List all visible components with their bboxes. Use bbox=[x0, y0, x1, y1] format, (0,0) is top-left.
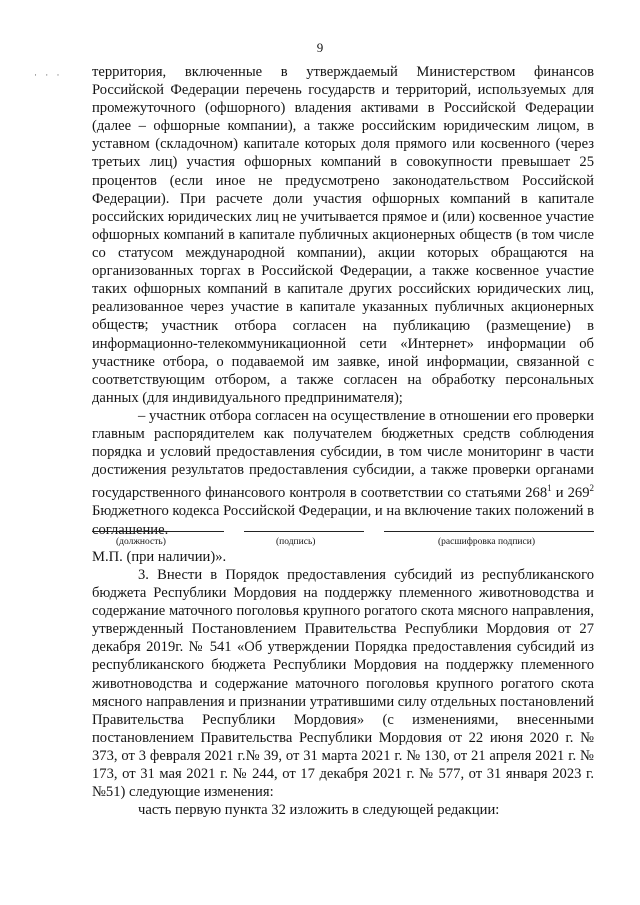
paragraph-amendment bbox=[92, 566, 594, 801]
paragraph-text: 3. Внести в Порядок предоставления субсидий из республиканского бюджета Республики Мордовия на поддержку племенного животноводства и содержание маточного поголовья крупного рогатого скота мясного направления, утвержденный Постановлением Правительства Республики Мордовия от 27 декабря 2019г. № 541 «Об утверждении Порядка предоставления субсидий из республиканского бюджета Республики Мордовия на поддержку племенного животноводства и содержание маточного поголовья крупного рогатого скота мясного направления и признании утратившими силу отдельных постановлений Правительства Республики Мордовия» (с изменениями, внесенными постановлением Правительства Республики Мордовия от 22 июня 2020 г. № 373, от 3 февраля 2021 г.№ 39, от 31 марта 2021 г. № 130, от 21 апреля 2021 г. № 173, от 31 мая 2021 г. № 244, от 17 декабря 2021 г. № 577, от 31 января 2023 г. №51) следующие изменения: bbox=[92, 567, 594, 801]
superscript: 1 bbox=[547, 483, 552, 494]
paragraph-text: – участник отбора согласен на публикацию (размещение) в информационно-телекоммуникационной сети «Интернет» информации об участнике отбора, о подаваемой им заявке, иной информации, связанной с соответствующим отбором, а также согласен на обработку персональных данных (для индивидуального предпринимателя); bbox=[92, 318, 594, 407]
paragraph-consent-publication bbox=[92, 317, 594, 407]
signature-line-position bbox=[92, 531, 224, 532]
stamp-line bbox=[92, 548, 594, 566]
signature-line-decoding bbox=[384, 531, 594, 532]
signature-lines bbox=[92, 531, 594, 532]
signature-decoding-label: (расшифровка подписи) bbox=[438, 537, 535, 547]
signature-signature-label: (подпись) bbox=[276, 537, 316, 547]
paragraph-final bbox=[92, 801, 594, 819]
page-number: 9 bbox=[316, 40, 324, 55]
paragraph-text: часть первую пункта 32 изложить в следующей редакции: bbox=[138, 802, 500, 818]
superscript: 2 bbox=[589, 483, 594, 494]
paragraph-text-part: Бюджетного кодекса Российской Федерации, и на включение таких положений в соглашение. bbox=[92, 503, 594, 538]
paragraph-consent-inspection bbox=[92, 407, 594, 539]
paragraph-text-part: – участник отбора согласен на осуществление в отношении его проверки главным распорядителем как получателем бюджетных средств соблюдения порядка и условий предоставления субсидии, в том числе мониторинг в части достижения результатов предоставления субсидии, а также проверки органами государственного финансового контроля в соответствии со статьями 268 bbox=[92, 408, 594, 502]
margin-mark: · · · bbox=[34, 70, 63, 80]
stamp-text: М.П. (при наличии)». bbox=[92, 549, 227, 565]
paragraph-text: территория, включенные в утверждаемый Министерством финансов Российской Федерации перечень государств и территорий, используемых для промежуточного (офшорного) владения активами в Российской Федерации (далее – офшорные компании), а также российским юридическим лицом, в уставном (складочном) капитале которых доля прямого или косвенного (через третьих лиц) участия офшорных компаний в совокупности превышает 25 процентов (если иное не предусмотрено законодательством Российской Федерации). При расчете доли участия офшорных компаний в капитале российских юридических лиц не учитывается прямое и (или) косвенное участие офшорных компаний в капитале публичных акционерных обществ (в том числе со статусом международной компании), акции которых обращаются на организованных торгах в Российской Федерации, а также косвенное участие таких офшорных компаний в капитале других российских юридических лиц, реализованное через участие в капитале указанных публичных акционерных обществ; bbox=[92, 64, 594, 334]
paragraph-text-part: и 269 bbox=[551, 485, 590, 502]
paragraph-offshore-definition bbox=[92, 63, 594, 334]
signature-position-label: (должность) bbox=[116, 537, 166, 547]
paragraph-text bbox=[92, 407, 594, 539]
signature-line-signature bbox=[244, 531, 364, 532]
